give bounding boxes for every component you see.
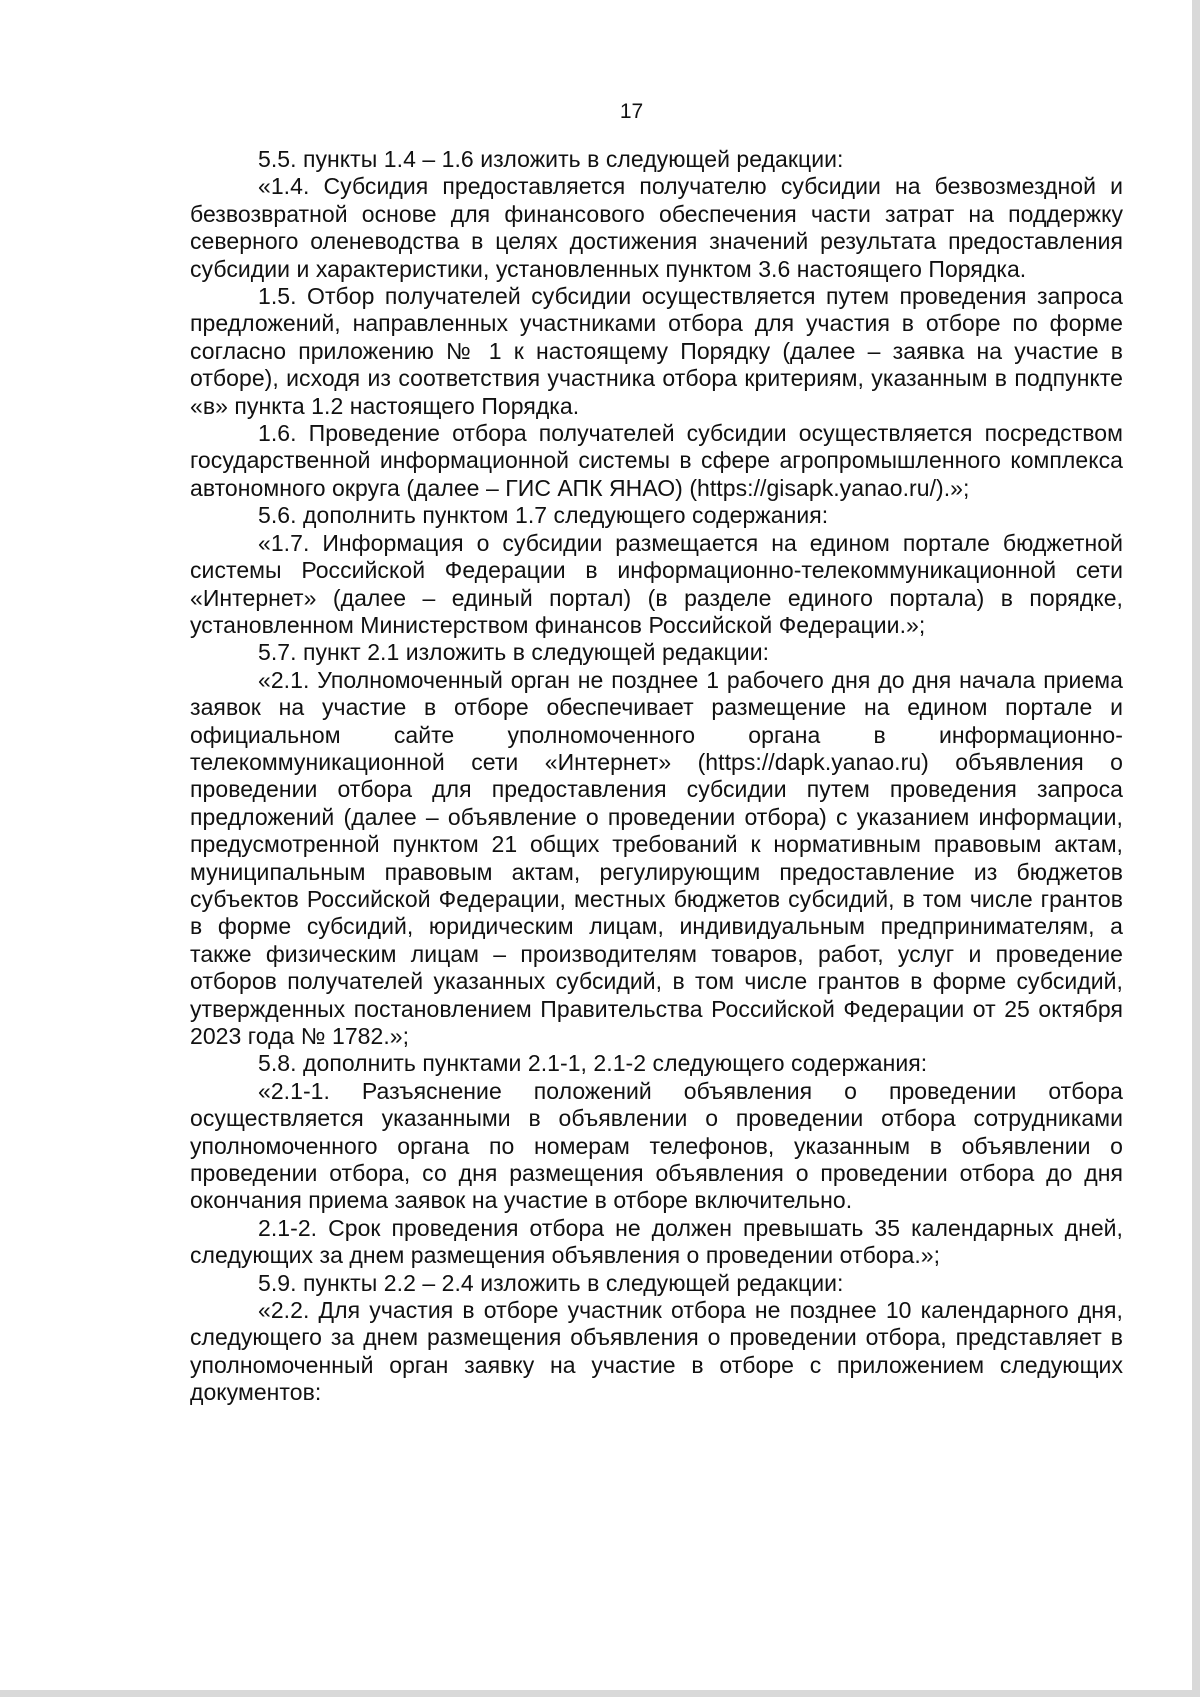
paragraph-1-7: «1.7. Информация о субсидии размещается на едином портале бюджетной системы Российской Федерации в информационно-телекоммуникационной сети «Интернет» (далее – единый портал) (в разделе единого портала) в порядке, установленном Министерством финансов Российской Федерации.»; bbox=[190, 529, 1123, 638]
paragraph-5-6: 5.6. дополнить пунктом 1.7 следующего содержания: bbox=[258, 502, 829, 529]
paragraph-1-5: 1.5. Отбор получателей субсидии осуществляется путем проведения запроса предложений, направленных участниками отбора для участия в отборе по форме согласно приложению № 1 к настоящему Порядку (далее – заявка на участие в отборе), исходя из соответствия участника отбора критериям, указанным в подпункте «в» пункта 1.2 настоящего Порядка. bbox=[190, 283, 1123, 419]
paragraph-2-2: «2.2. Для участия в отборе участник отбора не позднее 10 календарного дня, следующего за днем размещения объявления о проведении отбора, представляет в уполномоченный орган заявку на участие в отборе с приложением следующих документов: bbox=[190, 1297, 1123, 1406]
paragraph-2-1-1: «2.1-1. Разъяснение положений объявления о проведении отбора осуществляется указанными в объявлении о проведении отбора сотрудниками уполномоченного органа по номерам телефонов, указанным в объявлении о проведении отбора, со дня размещения объявления о проведении отбора до дня окончания приема заявок на участие в отборе включительно. bbox=[190, 1077, 1123, 1214]
paragraph-5-9: 5.9. пункты 2.2 – 2.4 изложить в следующей редакции: bbox=[258, 1269, 844, 1296]
paragraph-1-4: «1.4. Субсидия предоставляется получателю субсидии на безвозмездной и безвозвратной основе для финансового обеспечения части затрат на поддержку северного оленеводства в целях достижения значений результата предоставления субсидии и характеристики, установленных пунктом 3.6 настоящего Порядка. bbox=[190, 173, 1123, 282]
paragraph-5-7: 5.7. пункт 2.1 изложить в следующей редакции: bbox=[258, 639, 770, 666]
paragraph-5-5: 5.5. пункты 1.4 – 1.6 изложить в следующей редакции: bbox=[258, 146, 844, 172]
paragraph-5-8: 5.8. дополнить пунктами 2.1-1, 2.1-2 следующего содержания: bbox=[258, 1050, 928, 1077]
paragraph-1-6: 1.6. Проведение отбора получателей субсидии осуществляется посредством государственной информационной системы в сфере агропромышленного комплекса автономного округа (далее – ГИС АПК ЯНАО) (https://gisapk.yanao.ru/).»; bbox=[190, 420, 1123, 501]
document-body bbox=[190, 146, 1123, 1407]
page-number: 17 bbox=[619, 100, 644, 123]
paragraph-2-1-2: 2.1-2. Срок проведения отбора не должен превышать 35 календарных дней, следующих за днем размещения объявления о проведении отбора.»; bbox=[190, 1214, 1123, 1269]
paragraph-2-1: «2.1. Уполномоченный орган не позднее 1 рабочего дня до дня начала приема заявок на участие в отборе обеспечивает размещение на едином портале и официальном сайте уполномоченного органа в информационно-телекоммуникационной сети «Интернет» (https://dapk.yanao.ru) объявления о проведении отбора для предоставления субсидии путем проведения запроса предложений (далее – объявление о проведении отбора) с указанием информации, предусмотренной пунктом 21 общих требований к нормативным правовым актам, муниципальным правовым актам, регулирующим предоставление из бюджетов субъектов Российской Федерации, местных бюджетов субсидий, в том числе грантов в форме субсидий, юридическим лицам, индивидуальным предпринимателям, а также физическим лицам – производителям товаров, работ, услуг и проведение отборов получателей указанных субсидий, в том числе грантов в форме субсидий, утвержденных постановлением Правительства Российской Федерации от 25 октября 2023 года № 1782.»; bbox=[190, 666, 1123, 1049]
